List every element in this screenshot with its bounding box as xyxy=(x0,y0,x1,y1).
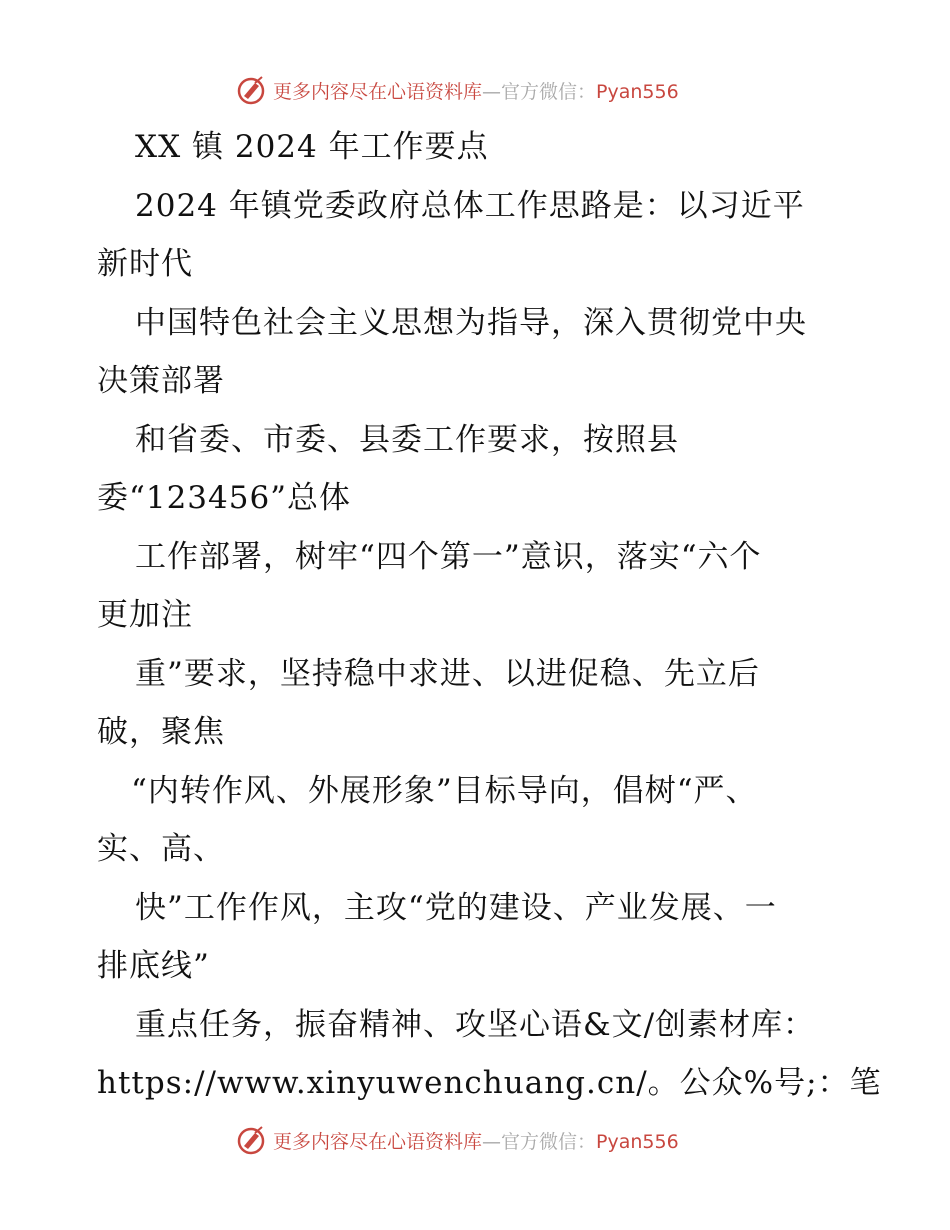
watermark-separator: — xyxy=(482,80,502,103)
watermark-id: Pyan556 xyxy=(596,1130,679,1153)
doc-line: 中国特色社会主义思想为指导，深入贯彻党中央 xyxy=(135,304,807,341)
doc-line: 排底线” xyxy=(97,948,210,984)
doc-line: 实、高、 xyxy=(97,831,225,867)
doc-line: https://www.xinyuwenchuang.cn/。公众%号;：笔 xyxy=(97,1065,882,1101)
doc-line: 重点任务，振奋精神、攻坚心语&文/创素材库： xyxy=(135,1006,816,1043)
doc-line: 决策部署 xyxy=(97,363,225,399)
watermark-label: 官方微信： xyxy=(501,80,597,103)
watermark-text xyxy=(273,77,679,104)
doc-line: 2024 年镇党委政府总体工作思路是：以习近平 xyxy=(135,187,805,224)
footer-watermark xyxy=(235,1120,679,1160)
watermark-main: 更多内容尽在心语资料库 xyxy=(273,1130,483,1153)
doc-line: 破，聚焦 xyxy=(97,714,225,750)
watermark-text xyxy=(273,1127,679,1154)
doc-title: XX 镇 2024 年工作要点 xyxy=(135,129,489,165)
doc-line: 快”工作作风，主攻“党的建设、产业发展、一 xyxy=(135,889,777,926)
watermark-id: Pyan556 xyxy=(596,80,679,103)
document-body xyxy=(97,118,882,1113)
doc-line: “内转作风、外展形象”目标导向，倡树“严、 xyxy=(131,772,758,809)
doc-line: 更加注 xyxy=(97,597,193,633)
watermark-label: 官方微信： xyxy=(501,1130,597,1153)
pen-logo-icon xyxy=(235,74,267,106)
watermark-main: 更多内容尽在心语资料库 xyxy=(273,80,483,103)
doc-line: 重”要求，坚持稳中求进、以进促稳、先立后 xyxy=(135,655,760,692)
pen-logo-icon xyxy=(235,1124,267,1156)
doc-line: 工作部署，树牢“四个第一”意识，落实“六个 xyxy=(135,538,762,575)
doc-line: 和省委、市委、县委工作要求，按照县 xyxy=(135,421,679,458)
doc-line: 新时代 xyxy=(97,246,193,282)
doc-line: 委“123456”总体 xyxy=(97,480,352,516)
watermark-separator: — xyxy=(482,1130,502,1153)
header-watermark xyxy=(235,70,679,110)
